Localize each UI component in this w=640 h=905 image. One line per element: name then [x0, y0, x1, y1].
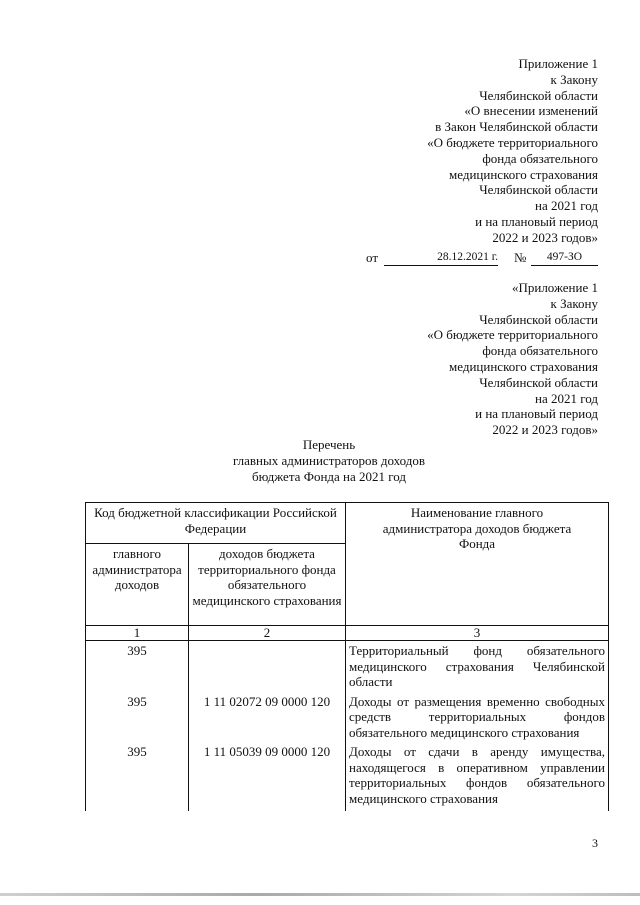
quoted-header-line: Челябинской области	[479, 374, 598, 390]
quoted-header-line: фонда обязательного	[482, 343, 598, 359]
table-row	[86, 641, 609, 692]
list-title	[0, 437, 640, 485]
list-title-line: главных администраторов доходов	[232, 453, 426, 468]
admin-code-cell: 395	[86, 742, 189, 811]
law-number-value: 497-ЗО	[531, 250, 598, 266]
appendix-header-line: «О бюджете территориального	[427, 134, 598, 150]
appendix-header-line: фонда обязательного	[482, 150, 598, 166]
appendix-header-line: и на плановый период	[475, 213, 598, 229]
admin-code-cell: 395	[86, 692, 189, 743]
law-date-value: 28.12.2021 г.	[384, 250, 498, 266]
column-number: 3	[346, 626, 609, 641]
administrator-name-cell: Территориальный фонд обязательного медицинского страхования Челябинской области	[346, 641, 609, 692]
list-title-line: Перечень	[302, 437, 356, 452]
table-header-row	[86, 503, 609, 544]
appendix-header-line: в Закон Челябинской области	[435, 119, 598, 135]
appendix-header-line: Челябинской области	[479, 182, 598, 198]
quoted-appendix-header	[427, 280, 598, 438]
column-number: 2	[189, 626, 346, 641]
page-number: 3	[592, 836, 598, 850]
bcc-group-header: Код бюджетной классификации Российской Федерации	[86, 503, 346, 544]
appendix-header-line: к Закону	[550, 71, 598, 87]
quoted-header-line: Челябинской области	[479, 311, 598, 327]
income-code-cell: 1 11 02072 09 0000 120	[189, 692, 346, 743]
appendix-header-line: 2022 и 2023 годов»	[492, 229, 598, 245]
column-number: 1	[86, 626, 189, 641]
appendix-header	[427, 56, 598, 246]
appendix-header-line: на 2021 год	[535, 198, 598, 214]
income-column-header: доходов бюджета территориального фонда обязательного медицинского страхования	[189, 544, 346, 626]
appendix-header-line: Челябинской области	[479, 87, 598, 103]
administrators-table	[85, 502, 609, 811]
date-from-label: от	[366, 250, 379, 265]
quoted-header-line: 2022 и 2023 годов»	[492, 422, 598, 438]
admin-code-cell: 395	[86, 641, 189, 692]
quoted-header-line: на 2021 год	[535, 390, 598, 406]
quoted-header-line: «Приложение 1	[511, 280, 598, 295]
admin-column-header: главного администратора доходов	[86, 544, 189, 626]
income-name-cell: Доходы от размещения временно свободных средств территориальных фондов обязательного медицинского страхования	[346, 692, 609, 743]
table-row	[86, 742, 609, 811]
appendix-header-line: «О внесении изменений	[464, 103, 598, 119]
table-row	[86, 692, 609, 743]
quoted-header-line: к Закону	[550, 295, 598, 311]
name-column-header: Наименование главного администратора доходов бюджета Фонда	[346, 503, 609, 626]
quoted-header-line: и на плановый период	[475, 406, 598, 422]
appendix-header-line: медицинского страхования	[449, 166, 598, 182]
law-number-label: №	[514, 250, 527, 265]
income-code-cell: 1 11 05039 09 0000 120	[189, 742, 346, 811]
list-title-line: бюджета Фонда на 2021 год	[251, 469, 407, 484]
income-code-cell	[189, 641, 346, 692]
income-name-cell: Доходы от сдачи в аренду имущества, находящегося в оперативном управлении территориальных фондов обязательного медицинского страхования	[346, 742, 609, 811]
column-number-row	[86, 626, 609, 641]
quoted-header-line: «О бюджете территориального	[427, 327, 598, 343]
quoted-header-line: медицинского страхования	[449, 358, 598, 374]
scan-edge-smudge	[0, 893, 640, 896]
appendix-header-line: Приложение 1	[518, 56, 598, 71]
